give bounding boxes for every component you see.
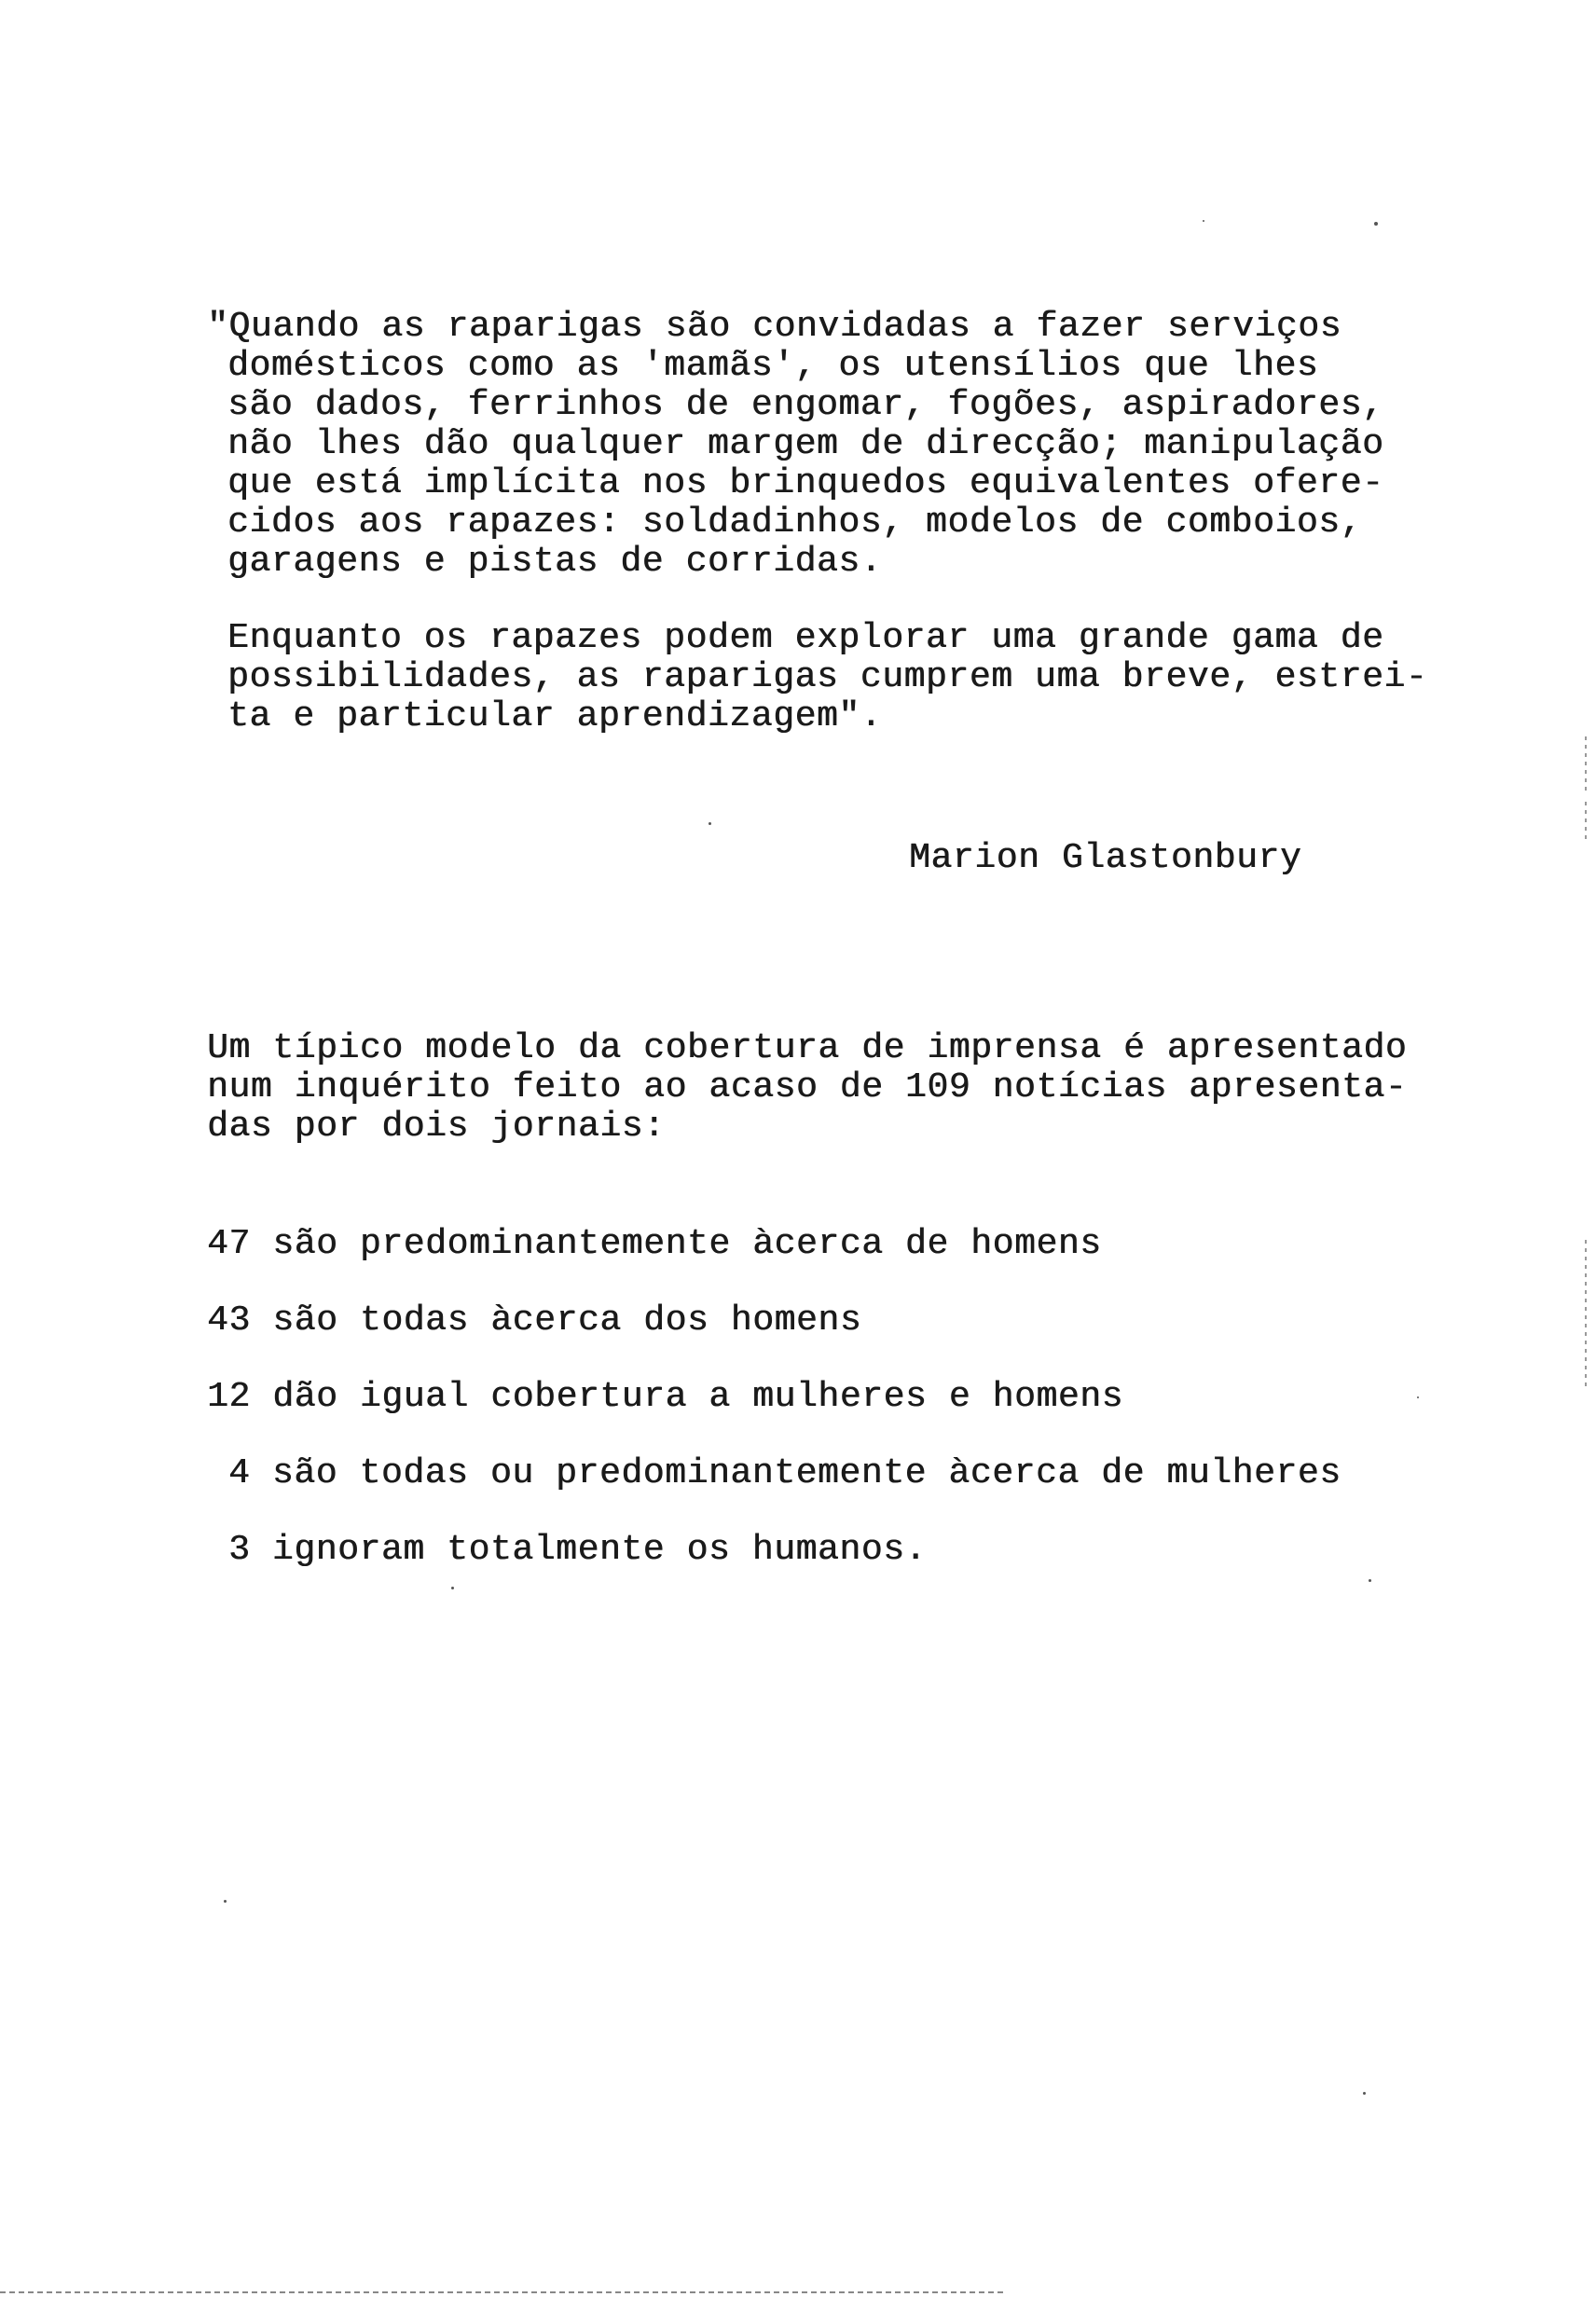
- quote-line: que está implícita nos brinquedos equivalentes ofere-: [227, 463, 1384, 503]
- quote-line: cidos aos rapazes: soldadinhos, modelos de comboios,: [227, 502, 1362, 543]
- intro-line: das por dois jornais:: [207, 1107, 666, 1147]
- scan-edge-marks: [1585, 1240, 1587, 1389]
- scan-speck: [1363, 2092, 1366, 2095]
- quote-line: ta e particular aprendizagem".: [227, 696, 883, 736]
- quote-line: garagens e pistas de corridas.: [227, 542, 883, 582]
- list-item: [207, 1225, 1102, 1264]
- intro-line: num inquérito feito ao acaso de 109 notícias apresenta-: [207, 1067, 1408, 1107]
- quote-author: Marion Glastonbury: [909, 838, 1302, 878]
- quote-line: "Quando as raparigas são convidadas a fazer serviços: [207, 307, 1341, 347]
- stat-text: são predominantemente àcerca de homens: [272, 1224, 1102, 1264]
- stat-text: dão igual cobertura a mulheres e homens: [272, 1377, 1123, 1417]
- stat-count: 3: [228, 1530, 251, 1570]
- stat-count: 43: [207, 1300, 251, 1341]
- scan-speck: [224, 1900, 227, 1903]
- scan-speck: [1369, 1579, 1371, 1582]
- scan-bottom-rule: [0, 2291, 1007, 2293]
- stat-text: são todas ou predominantemente àcerca de mulheres: [271, 1453, 1341, 1493]
- intro-line: Um típico modelo da cobertura de imprensa é apresentado: [207, 1028, 1408, 1068]
- list-item: [207, 1301, 861, 1341]
- quote-line: são dados, ferrinhos de engomar, fogões, aspiradores,: [227, 385, 1384, 425]
- stat-count: 47: [207, 1224, 251, 1264]
- list-item: [228, 1531, 927, 1570]
- stat-count: 12: [207, 1377, 251, 1417]
- scan-speck: [1417, 1396, 1419, 1398]
- stat-count: 4: [228, 1453, 251, 1493]
- scan-speck: [1374, 222, 1378, 226]
- quote-line: não lhes dão qualquer margem de direcção; manipulação: [227, 424, 1384, 464]
- scan-speck: [1203, 220, 1204, 222]
- scan-edge-marks: [1585, 802, 1587, 839]
- quote-line: domésticos como as 'mamãs', os utensílios que lhes: [227, 346, 1319, 386]
- list-item: [207, 1378, 1123, 1417]
- scan-edge-marks: [1585, 736, 1587, 792]
- quote-line: Enquanto os rapazes podem explorar uma grande gama de: [227, 618, 1384, 658]
- list-item: [228, 1454, 1341, 1493]
- scan-speck: [451, 1587, 454, 1589]
- scan-speck: [709, 822, 711, 825]
- stat-text: são todas àcerca dos homens: [272, 1300, 862, 1341]
- quote-line: possibilidades, as raparigas cumprem uma breve, estrei-: [227, 657, 1428, 697]
- stat-text: ignoram totalmente os humanos.: [271, 1530, 927, 1570]
